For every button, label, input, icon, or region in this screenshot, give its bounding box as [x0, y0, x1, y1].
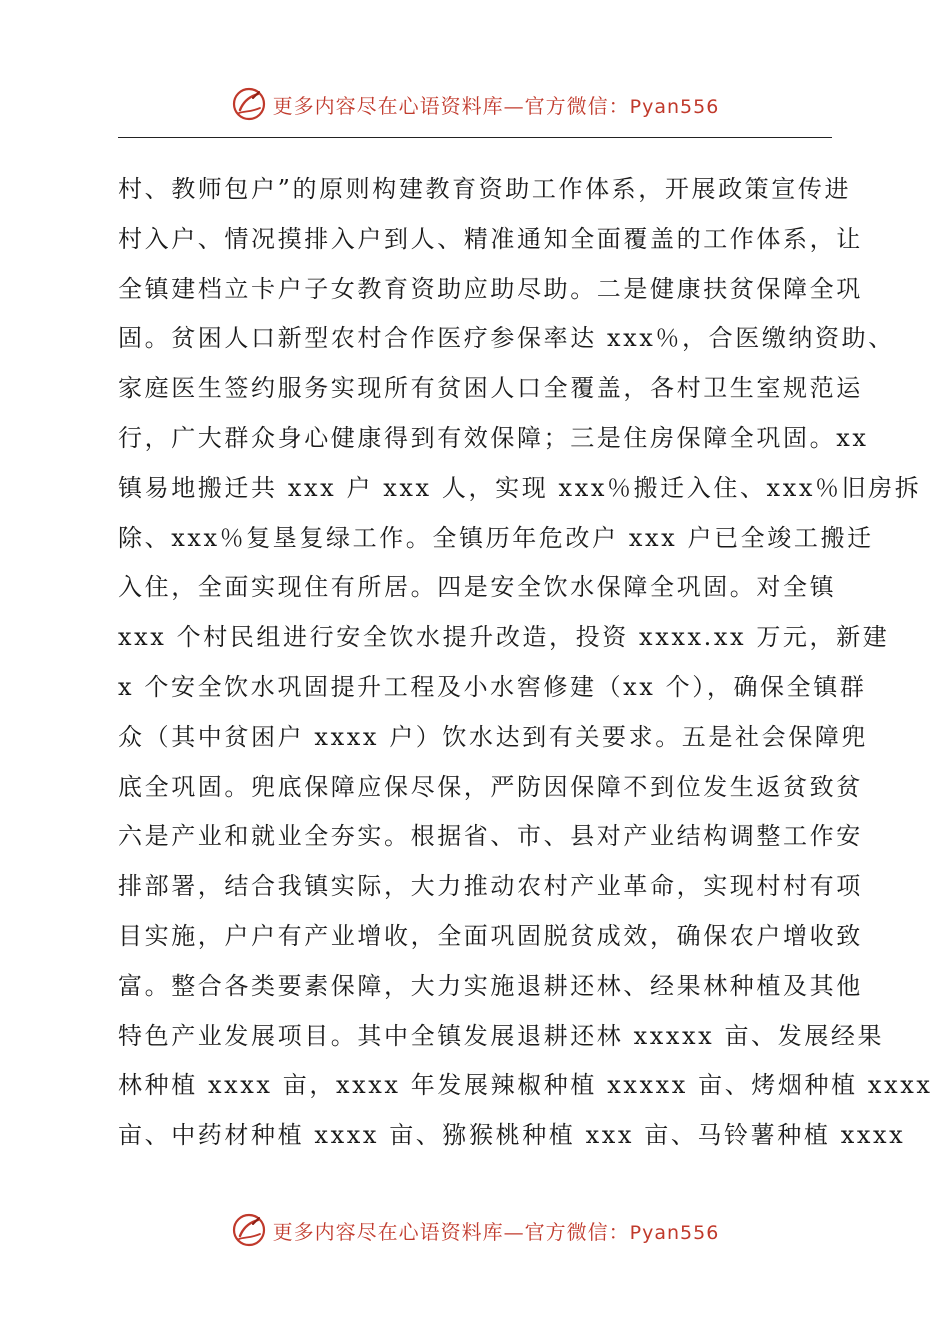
document-body	[118, 165, 933, 1161]
text-line: 行，广大群众身心健康得到有效保障；三是住房保障全巩固。xx	[118, 423, 869, 452]
text-line: x 个安全饮水巩固提升工程及小水窖修建（xx 个），确保全镇群	[118, 672, 867, 701]
header-watermark	[0, 84, 950, 124]
header-divider	[118, 137, 832, 138]
text-line: 目实施，户户有产业增收，全面巩固脱贫成效，确保农户增收致	[118, 921, 863, 950]
text-line: 全镇建档立卡户子女教育资助应助尽助。二是健康扶贫保障全巩	[118, 274, 863, 303]
text-line: 底全巩固。兜底保障应保尽保，严防因保障不到位发生返贫致贫	[118, 772, 863, 801]
footer-watermark	[0, 1210, 950, 1250]
text-line: 除、xxx％复垦复绿工作。全镇历年危改户 xxx 户已全竣工搬迁	[118, 523, 874, 552]
pen-signature-icon	[231, 1212, 267, 1248]
text-line: 入住，全面实现住有所居。四是安全饮水保障全巩固。对全镇	[118, 573, 837, 602]
text-line: 镇易地搬迁共 xxx 户 xxx 人，实现 xxx％搬迁入住、xxx％旧房拆	[118, 473, 922, 502]
text-line: 固。贫困人口新型农村合作医疗参保率达 xxx％，合医缴纳资助、	[118, 324, 895, 353]
pen-signature-icon	[231, 86, 267, 122]
text-line: 村入户、情况摸排入户到人、精准通知全面覆盖的工作体系，让	[118, 224, 863, 253]
text-line: 众（其中贫困户 xxxx 户）饮水达到有关要求。五是社会保障兜	[118, 722, 868, 751]
text-line: 特色产业发展项目。其中全镇发展退耕还林 xxxxx 亩、发展经果	[118, 1021, 885, 1050]
text-line: 六是产业和就业全夯实。根据省、市、县对产业结构调整工作安	[118, 822, 863, 851]
text-line: 林种植 xxxx 亩，xxxx 年发展辣椒种植 xxxxx 亩、烤烟种植 xxxx	[118, 1071, 933, 1100]
watermark-text: 更多内容尽在心语资料库—官方微信：Pyan556	[272, 1219, 720, 1244]
text-line: 富。整合各类要素保障，大力实施退耕还林、经果林种植及其他	[118, 971, 863, 1000]
text-line: xxx 个村民组进行安全饮水提升改造，投资 xxxx.xx 万元，新建	[118, 623, 890, 652]
text-line: 排部署，结合我镇实际，大力推动农村产业革命，实现村村有项	[118, 872, 863, 901]
text-line: 亩、中药材种植 xxxx 亩、猕猴桃种植 xxx 亩、马铃薯种植 xxxx	[118, 1121, 906, 1150]
text-line: 村、教师包户”的原则构建教育资助工作体系，开展政策宣传进	[118, 175, 852, 203]
text-line: 家庭医生签约服务实现所有贫困人口全覆盖，各村卫生室规范运	[118, 374, 863, 403]
watermark-text: 更多内容尽在心语资料库—官方微信：Pyan556	[272, 93, 720, 118]
